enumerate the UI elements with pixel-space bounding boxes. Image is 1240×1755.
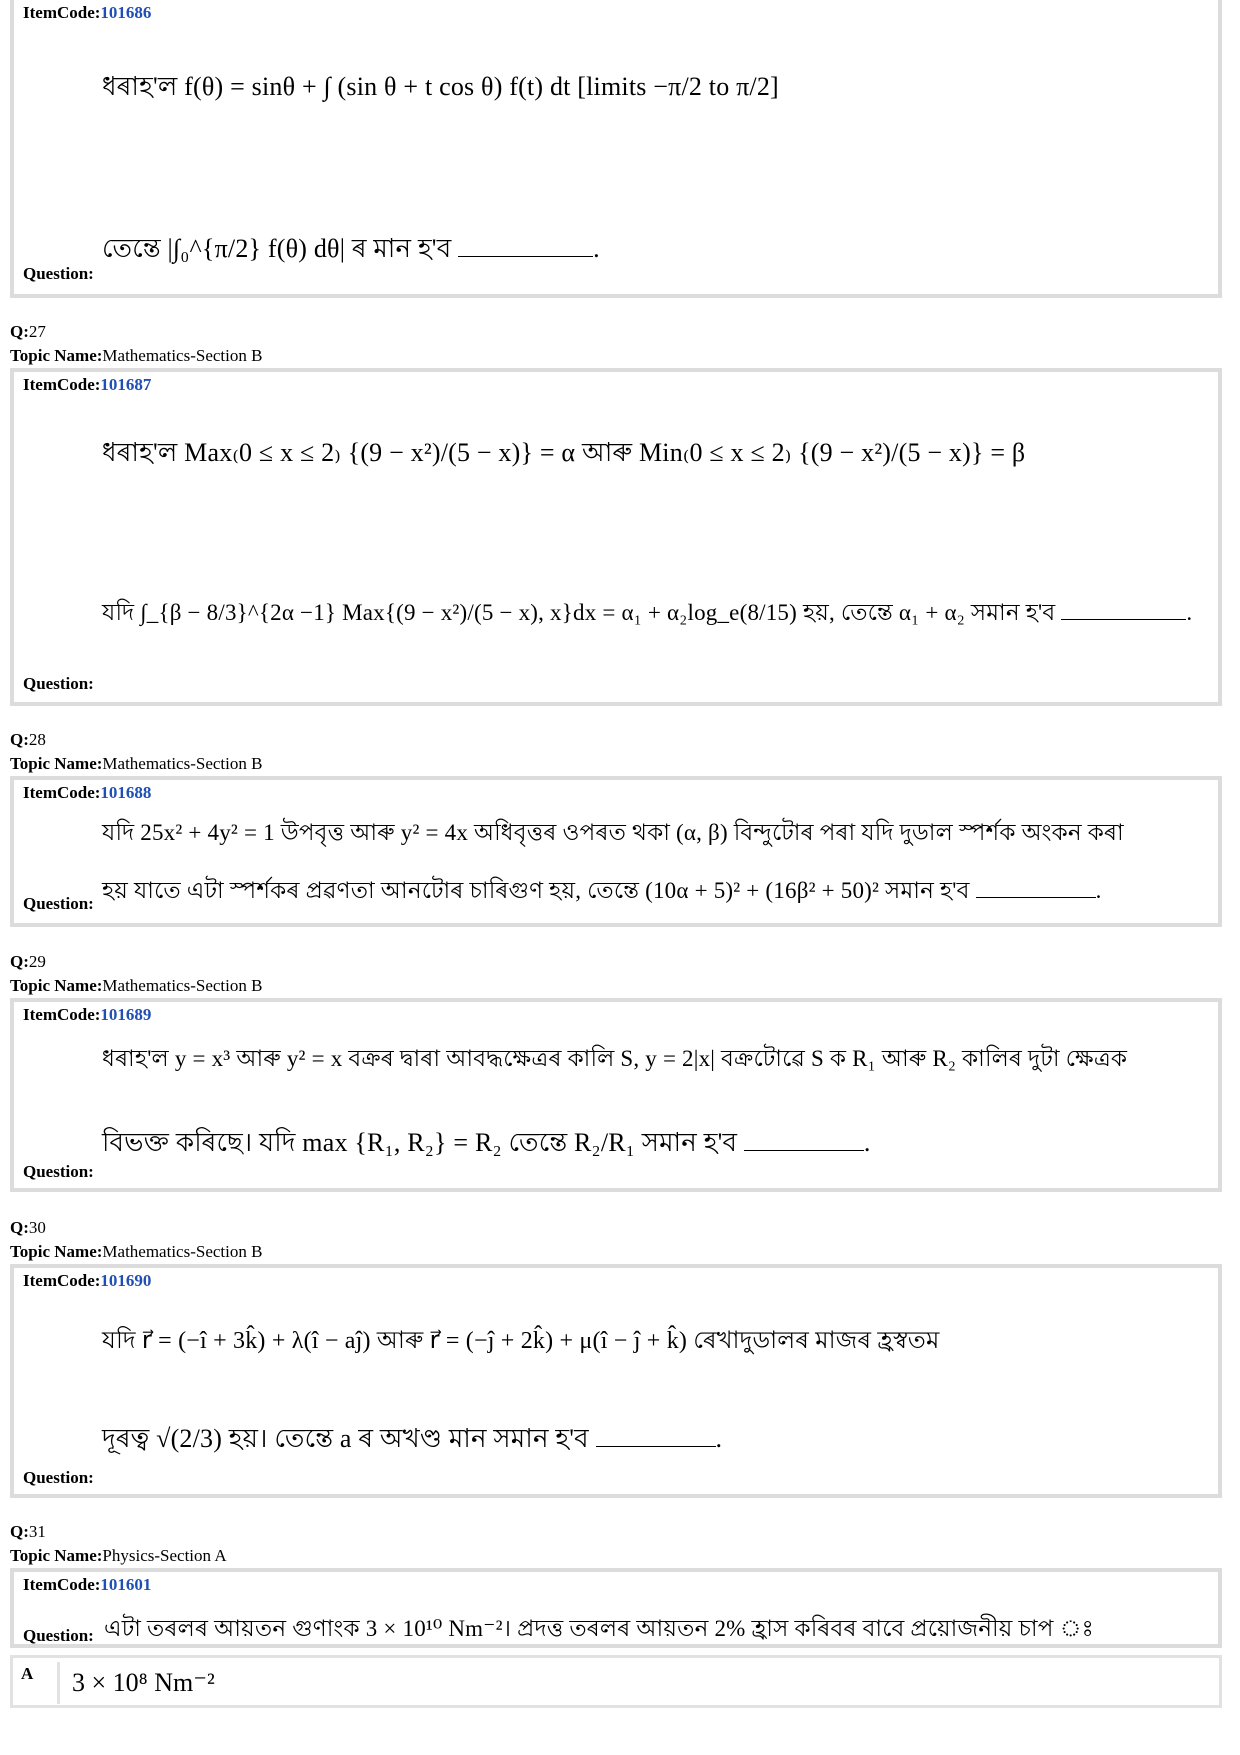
question-box-30	[10, 1264, 1222, 1498]
question-label: Question:	[23, 264, 94, 283]
topic-name-28: Topic Name:Mathematics-Section B	[10, 754, 263, 773]
question-label: Question:	[23, 674, 94, 693]
question-text-line-1: যদি 25x² + 4y² = 1 উপবৃত্ত আৰু y² = 4x অধিবৃত্তৰ ওপৰত থকা (α, β) বিন্দুটোৰ পৰা যদি দুডাল স্পৰ্শক অংকন কৰা	[102, 820, 1124, 845]
question-label: Question:	[23, 1162, 94, 1181]
question-box-28	[10, 776, 1222, 927]
option-letter: A	[21, 1664, 34, 1683]
question-label: Question:	[23, 1468, 94, 1487]
topic-name-31: Topic Name:Physics-Section A	[10, 1546, 227, 1565]
question-label: Question:	[23, 1626, 94, 1645]
question-box-29	[10, 998, 1222, 1192]
question-text-line-2: যদি ∫_{β − 8/3}^{2α −1} Max{(9 − x²)/(5 − x), x}dx = α₁ + α₂log_e(8/15) হয়, তেন্তে α₁ + α₂ সমান হ'ব .	[102, 600, 1193, 625]
question-number-28: Q:28	[10, 730, 46, 749]
question-text-line-2: দূৰত্ব √(2/3) হয়। তেন্তে a ৰ অখণ্ড মান সমান হ'ব .	[102, 1424, 723, 1453]
itemcode: ItemCode:101686	[23, 3, 152, 22]
topic-name-29: Topic Name:Mathematics-Section B	[10, 976, 263, 995]
question-box-26	[10, 0, 1222, 298]
question-number-30: Q:30	[10, 1218, 46, 1237]
question-text-line-2: হয় যাতে এটা স্পৰ্শকৰ প্ৰৱণতা আনটোৰ চাৰিগুণ হয়, তেন্তে (10α + 5)² + (16β² + 50)² সমান হ'ব .	[102, 878, 1102, 903]
itemcode: ItemCode:101689	[23, 1005, 152, 1024]
itemcode: ItemCode:101601	[23, 1575, 152, 1594]
question-text-line-2: বিভক্ত কৰিছে। যদি max {R₁, R₂} = R₂ তেন্তে R₂/R₁ সমান হ'ব .	[102, 1128, 871, 1157]
topic-name-27: Topic Name:Mathematics-Section B	[10, 346, 263, 365]
itemcode: ItemCode:101687	[23, 375, 152, 394]
question-text-line-1: যদি r⃗ = (−î + 3k̂) + λ(î − aĵ) আৰু r⃗ = (−ĵ + 2k̂) + μ(î − ĵ + k̂) ৰেখাদুডালৰ মাজৰ হ্ৰস্বতম	[102, 1328, 940, 1354]
option-a[interactable]	[10, 1655, 1222, 1708]
question-text-line-2: তেন্তে |∫₀^{π/2} f(θ) dθ| ৰ মান হ'ব .	[102, 234, 600, 263]
question-text-line-1: ধৰাহ'ল Max₍0 ≤ x ≤ 2₎ {(9 − x²)/(5 − x)} = α আৰু Min₍0 ≤ x ≤ 2₎ {(9 − x²)/(5 − x)} = β	[102, 438, 1026, 467]
question-label: Question:	[23, 894, 94, 913]
option-text: 3 × 10⁸ Nm⁻²	[57, 1662, 215, 1704]
question-text-line-1: ধৰাহ'ল f(θ) = sinθ + ∫ (sin θ + t cos θ) f(t) dt [limits −π/2 to π/2]	[102, 72, 779, 101]
question-text-line-1: এটা তৰলৰ আয়তন গুণাংক 3 × 10¹⁰ Nm⁻²। প্ৰদত্ত তৰলৰ আয়তন 2% হ্ৰাস কৰিবৰ বাবে প্ৰয়োজনীয় চাপ ঃ	[104, 1616, 1094, 1641]
itemcode: ItemCode:101690	[23, 1271, 152, 1290]
question-text-line-1: ধৰাহ'ল y = x³ আৰু y² = x বক্ৰৰ দ্বাৰা আবদ্ধক্ষেত্ৰৰ কালি S, y = 2|x| বক্ৰটোৱে S ক R₁ আৰু R₂ কালিৰ দুটা ক্ষেত্ৰক	[102, 1046, 1128, 1071]
topic-name-30: Topic Name:Mathematics-Section B	[10, 1242, 263, 1261]
question-box-27	[10, 368, 1222, 706]
itemcode: ItemCode:101688	[23, 783, 152, 802]
question-number-29: Q:29	[10, 952, 46, 971]
question-number-31: Q:31	[10, 1522, 46, 1541]
question-box-31	[10, 1568, 1222, 1648]
question-number-27: Q:27	[10, 322, 46, 341]
